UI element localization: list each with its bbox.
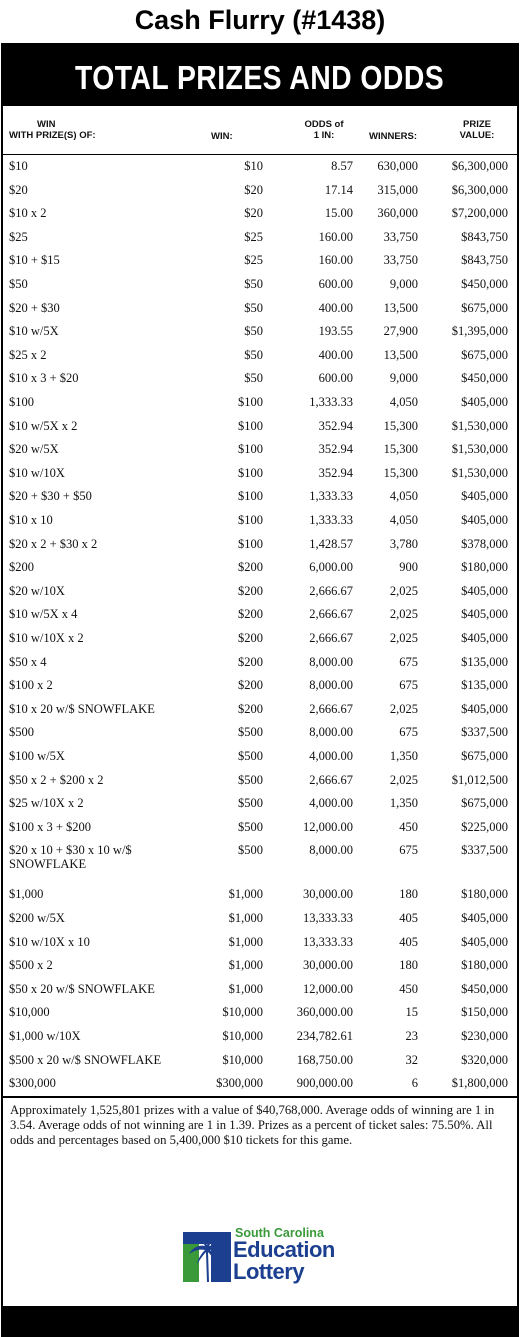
win-cell: $100 <box>238 465 263 480</box>
table-row <box>3 509 517 533</box>
odds-cell: 1,333.33 <box>309 395 353 409</box>
odds-cell: 1,333.33 <box>309 489 353 504</box>
table-row <box>3 1025 517 1049</box>
prize-value-cell: $675,000 <box>461 749 508 763</box>
winners-cell: 2,025 <box>389 772 418 787</box>
header-winners: WINNERS: <box>369 131 418 142</box>
prize-value-cell: $1,530,000 <box>451 442 508 457</box>
winners-cell: 2,025 <box>389 631 418 645</box>
win-cell: $100 <box>238 418 263 433</box>
winners-cell: 405 <box>399 934 418 949</box>
winners-cell: 13,500 <box>383 300 418 315</box>
prize-cell: $20 + $30 <box>9 300 60 315</box>
win-cell: $10,000 <box>222 1005 263 1020</box>
win-cell: $100 <box>238 536 263 551</box>
odds-cell: 400.00 <box>318 300 353 315</box>
win-cell: $50 <box>244 300 263 315</box>
table-banner <box>3 43 517 106</box>
prize-value-cell: $135,000 <box>461 678 508 693</box>
table-row <box>3 391 517 415</box>
table-row <box>3 415 517 439</box>
win-cell: $200 <box>238 560 263 575</box>
prize-value-cell: $180,000 <box>461 958 508 973</box>
win-cell: $50 <box>244 371 263 386</box>
prize-cell: $50 x 4 <box>9 654 47 669</box>
prize-cell: $100 w/5X <box>9 749 65 763</box>
header-odds-line1: ODDS of <box>304 119 344 130</box>
table-row <box>3 179 517 203</box>
odds-cell: 1,333.33 <box>309 513 353 527</box>
win-cell: $500 <box>238 749 263 763</box>
odds-cell: 30,000.00 <box>303 958 353 973</box>
logo-line2: Education <box>233 1237 335 1262</box>
odds-cell: 352.94 <box>318 418 353 433</box>
table-row <box>3 907 517 931</box>
winners-cell: 180 <box>399 887 418 902</box>
odds-cell: 13,333.33 <box>303 911 353 925</box>
table-row <box>3 1001 517 1025</box>
prize-cell: $10 x 3 + $20 <box>9 371 79 386</box>
header-odds <box>289 119 359 141</box>
logo-line3: Lottery <box>233 1259 305 1284</box>
winners-cell: 32 <box>405 1052 418 1067</box>
winners-cell: 4,050 <box>389 395 418 409</box>
prize-cell: $500 <box>9 725 34 740</box>
winners-cell: 630,000 <box>377 159 418 173</box>
odds-cell: 4,000.00 <box>309 749 353 763</box>
winners-cell: 675 <box>399 725 418 740</box>
winners-cell: 405 <box>399 911 418 925</box>
odds-cell: 2,666.67 <box>309 583 353 598</box>
table-row <box>3 533 517 557</box>
odds-cell: 2,666.67 <box>309 607 353 622</box>
prize-cell: $1,000 <box>9 887 44 902</box>
win-cell: $25 <box>244 253 263 268</box>
prize-value-cell: $405,000 <box>461 513 508 527</box>
table-row <box>3 674 517 698</box>
winners-cell: 315,000 <box>377 182 418 197</box>
prize-cell: $10,000 <box>9 1005 50 1020</box>
odds-cell: 13,333.33 <box>303 934 353 949</box>
table-row <box>3 721 517 745</box>
winners-cell: 9,000 <box>389 277 418 291</box>
win-cell: $50 <box>244 277 263 291</box>
prize-value-cell: $450,000 <box>461 371 508 386</box>
winners-cell: 6 <box>411 1076 418 1091</box>
odds-cell: 400.00 <box>318 347 353 362</box>
table-row <box>3 580 517 604</box>
winners-cell: 675 <box>399 654 418 669</box>
win-cell: $200 <box>238 583 263 598</box>
winners-cell: 15,300 <box>383 465 418 480</box>
prize-value-cell: $378,000 <box>461 536 508 551</box>
win-cell: $500 <box>238 772 263 787</box>
win-cell: $200 <box>238 678 263 693</box>
winners-cell: 1,350 <box>389 796 418 811</box>
prize-value-cell: $405,000 <box>461 583 508 598</box>
prize-value-cell: $180,000 <box>461 887 508 902</box>
prize-value-cell: $675,000 <box>461 796 508 811</box>
header-prize <box>9 119 129 141</box>
win-cell: $50 <box>244 347 263 362</box>
winners-cell: 4,050 <box>389 513 418 527</box>
win-cell: $500 <box>238 725 263 740</box>
win-cell: $1,000 <box>228 911 263 925</box>
prize-cell: $100 x 2 <box>9 678 53 693</box>
win-cell: $1,000 <box>228 934 263 949</box>
prize-cell: $500 x 20 w/$ SNOWFLAKE <box>9 1052 162 1067</box>
odds-cell: 30,000.00 <box>303 887 353 902</box>
winners-cell: 15,300 <box>383 418 418 433</box>
banner-text: TOTAL PRIZES AND ODDS <box>75 59 445 96</box>
winners-cell: 3,780 <box>389 536 418 551</box>
prize-cell: $50 x 20 w/$ SNOWFLAKE <box>9 981 155 996</box>
table-row <box>3 320 517 344</box>
prize-cell: $100 x 3 + $200 <box>9 819 92 834</box>
win-cell: $20 <box>244 206 263 221</box>
prize-value-cell: $405,000 <box>461 395 508 409</box>
prize-cell: $10 w/10X x 2 <box>9 631 84 645</box>
win-cell: $10,000 <box>222 1029 263 1043</box>
prize-value-cell: $180,000 <box>461 560 508 575</box>
table-row <box>3 931 517 955</box>
prize-value-cell: $225,000 <box>461 819 508 834</box>
table-row <box>3 839 517 883</box>
prize-cell: $25 <box>9 229 28 244</box>
prize-value-cell: $405,000 <box>461 701 508 716</box>
odds-cell: 352.94 <box>318 442 353 457</box>
table-row <box>3 462 517 486</box>
prize-value-cell: $1,530,000 <box>451 418 508 433</box>
prize-value-cell: $450,000 <box>461 981 508 996</box>
winners-cell: 180 <box>399 958 418 973</box>
win-cell: $10,000 <box>222 1052 263 1067</box>
win-cell: $300,000 <box>216 1076 263 1091</box>
prize-cell: $10 w/5X x 4 <box>9 607 78 622</box>
prize-value-cell: $1,800,000 <box>451 1076 508 1091</box>
odds-cell: 15.00 <box>324 206 353 221</box>
winners-cell: 33,750 <box>383 253 418 268</box>
table-row <box>3 202 517 226</box>
win-cell: $50 <box>244 324 263 339</box>
odds-cell: 8,000.00 <box>309 843 353 858</box>
prize-cell: $100 <box>9 395 34 409</box>
winners-cell: 15 <box>405 1005 418 1020</box>
prize-cell: $1,000 w/10X <box>9 1029 81 1043</box>
table-row <box>3 883 517 907</box>
winners-cell: 900 <box>399 560 418 575</box>
odds-footnote: Approximately 1,525,801 prizes with a value of $40,768,000. Average odds of winning are 1 in 3.54. Average odds of not winning are 1 in 1.39. Prizes as a percent of ticket sales: 75.50%. All odds and percentages based on 5,400,000 $10 tickets for this game. <box>10 1103 495 1147</box>
table-row <box>3 698 517 722</box>
game-title: Cash Flurry (#1438) <box>134 5 386 35</box>
prize-cell: $500 x 2 <box>9 958 53 973</box>
prize-cell: $10 w/5X <box>9 324 59 339</box>
odds-cell: 900,000.00 <box>296 1076 353 1091</box>
win-cell: $20 <box>244 182 263 197</box>
prize-cell: $20 w/10X <box>9 583 65 598</box>
odds-cell: 2,666.67 <box>309 701 353 716</box>
prize-value-cell: $405,000 <box>461 607 508 622</box>
prize-value-cell: $6,300,000 <box>451 159 508 173</box>
prize-value-cell: $450,000 <box>461 277 508 291</box>
table-row <box>3 249 517 273</box>
prize-cell: $300,000 <box>9 1076 56 1091</box>
prize-value-cell: $230,000 <box>461 1029 508 1043</box>
prize-cell: $10 <box>9 159 28 173</box>
prize-cell: $50 x 2 + $200 x 2 <box>9 772 104 787</box>
winners-cell: 450 <box>399 819 418 834</box>
winners-cell: 27,900 <box>383 324 418 339</box>
table-row <box>3 954 517 978</box>
prize-value-cell: $405,000 <box>461 489 508 504</box>
odds-cell: 234,782.61 <box>296 1029 353 1043</box>
winners-cell: 4,050 <box>389 489 418 504</box>
logo-line1: South Carolina <box>235 1226 324 1240</box>
prize-value-cell: $843,750 <box>461 253 508 268</box>
prize-cell: $20 x 2 + $30 x 2 <box>9 536 98 551</box>
sc-education-lottery-logo <box>183 1226 383 1286</box>
prize-cell: $10 w/10X <box>9 465 65 480</box>
prize-cell: $10 w/10X x 10 <box>9 934 90 949</box>
odds-cell: 8,000.00 <box>309 678 353 693</box>
prize-value-cell: $150,000 <box>461 1005 508 1020</box>
prize-value-cell: $405,000 <box>461 934 508 949</box>
prize-value-cell: $675,000 <box>461 347 508 362</box>
odds-cell: 12,000.00 <box>303 819 353 834</box>
winners-cell: 2,025 <box>389 701 418 716</box>
palmetto-logo-icon <box>183 1226 231 1286</box>
prize-cell: $10 x 20 w/$ SNOWFLAKE <box>9 701 155 716</box>
odds-cell: 600.00 <box>318 371 353 386</box>
table-row <box>3 155 517 179</box>
winners-cell: 23 <box>405 1029 418 1043</box>
table-row <box>3 816 517 840</box>
prize-value-cell: $6,300,000 <box>451 182 508 197</box>
table-row <box>3 344 517 368</box>
table-row <box>3 627 517 651</box>
prize-value-cell: $337,500 <box>461 725 508 740</box>
odds-cell: 160.00 <box>318 229 353 244</box>
win-cell: $500 <box>238 819 263 834</box>
prize-value-cell: $135,000 <box>461 654 508 669</box>
winners-cell: 15,300 <box>383 442 418 457</box>
prize-cell: $20 <box>9 182 28 197</box>
odds-cell: 1,428.57 <box>309 536 353 551</box>
table-row <box>3 978 517 1002</box>
prize-cell: $20 x 10 + $30 x 10 w/$ SNOWFLAKE <box>9 843 132 872</box>
prize-cell: $20 + $30 + $50 <box>9 489 92 504</box>
winners-cell: 33,750 <box>383 229 418 244</box>
header-prize-line1: WIN <box>37 119 56 130</box>
table-row <box>3 745 517 769</box>
prize-value-cell: $1,012,500 <box>451 772 508 787</box>
prize-value-cell: $337,500 <box>461 843 508 858</box>
winners-cell: 13,500 <box>383 347 418 362</box>
win-cell: $500 <box>238 796 263 811</box>
odds-cell: 6,000.00 <box>309 560 353 575</box>
odds-cell: 168,750.00 <box>296 1052 353 1067</box>
odds-cell: 193.55 <box>318 324 353 339</box>
table-row <box>3 367 517 391</box>
prize-value-cell: $7,200,000 <box>451 206 508 221</box>
winners-cell: 2,025 <box>389 607 418 622</box>
winners-cell: 675 <box>399 678 418 693</box>
prize-cell: $50 <box>9 277 28 291</box>
odds-cell: 4,000.00 <box>309 796 353 811</box>
header-value-line2: VALUE: <box>459 130 495 141</box>
winners-cell: 675 <box>399 843 418 858</box>
odds-cell: 8.57 <box>331 159 353 173</box>
win-cell: $200 <box>238 654 263 669</box>
prize-cell: $10 x 2 <box>9 206 47 221</box>
prize-cell: $200 <box>9 560 34 575</box>
prize-cell: $10 x 10 <box>9 513 53 527</box>
prize-value-cell: $843,750 <box>461 229 508 244</box>
table-row <box>3 273 517 297</box>
win-cell: $10 <box>244 159 263 173</box>
odds-cell: 360,000.00 <box>296 1005 353 1020</box>
win-cell: $25 <box>244 229 263 244</box>
prize-value-cell: $405,000 <box>461 911 508 925</box>
winners-cell: 360,000 <box>377 206 418 221</box>
header-prize-value <box>447 119 507 141</box>
win-cell: $1,000 <box>228 887 263 902</box>
win-cell: $200 <box>238 701 263 716</box>
prize-cell: $25 w/10X x 2 <box>9 796 84 811</box>
win-cell: $100 <box>238 395 263 409</box>
odds-cell: 8,000.00 <box>309 725 353 740</box>
win-cell: $100 <box>238 513 263 527</box>
table-row <box>3 792 517 816</box>
odds-cell: 160.00 <box>318 253 353 268</box>
table-row <box>3 769 517 793</box>
prize-cell: $25 x 2 <box>9 347 47 362</box>
table-row <box>3 1072 517 1096</box>
table-row <box>3 485 517 509</box>
win-cell: $200 <box>238 607 263 622</box>
prize-value-cell: $320,000 <box>461 1052 508 1067</box>
table-row <box>3 226 517 250</box>
prize-value-cell: $1,530,000 <box>451 465 508 480</box>
odds-cell: 17.14 <box>324 182 353 197</box>
odds-cell: 12,000.00 <box>303 981 353 996</box>
bottom-bar <box>3 1306 517 1337</box>
prize-cell: $20 w/5X <box>9 442 59 457</box>
header-prize-line2: WITH PRIZE(S) OF: <box>9 130 96 141</box>
win-cell: $1,000 <box>228 958 263 973</box>
win-cell: $500 <box>238 843 263 858</box>
winners-cell: 2,025 <box>389 583 418 598</box>
winners-cell: 1,350 <box>389 749 418 763</box>
win-cell: $200 <box>238 631 263 645</box>
header-value-line1: PRIZE <box>463 119 491 130</box>
odds-cell: 600.00 <box>318 277 353 291</box>
winners-cell: 450 <box>399 981 418 996</box>
table-header <box>3 113 517 155</box>
prize-value-cell: $405,000 <box>461 631 508 645</box>
odds-cell: 2,666.67 <box>309 772 353 787</box>
header-win: WIN: <box>211 131 233 142</box>
prize-cell: $10 + $15 <box>9 253 60 268</box>
table-row <box>3 297 517 321</box>
table-bottom-rule <box>3 1096 517 1098</box>
prize-value-cell: $1,395,000 <box>451 324 508 339</box>
table-row <box>3 438 517 462</box>
header-odds-line2: 1 IN: <box>313 130 335 141</box>
odds-cell: 352.94 <box>318 465 353 480</box>
table-row <box>3 651 517 675</box>
prize-cell: $10 w/5X x 2 <box>9 418 78 433</box>
win-cell: $100 <box>238 442 263 457</box>
prize-value-cell: $675,000 <box>461 300 508 315</box>
table-row <box>3 603 517 627</box>
winners-cell: 9,000 <box>389 371 418 386</box>
prize-table-frame <box>1 43 519 1337</box>
table-row <box>3 1049 517 1073</box>
table-row <box>3 556 517 580</box>
win-cell: $100 <box>238 489 263 504</box>
prize-cell: $200 w/5X <box>9 911 65 925</box>
win-cell: $1,000 <box>228 981 263 996</box>
odds-cell: 8,000.00 <box>309 654 353 669</box>
odds-cell: 2,666.67 <box>309 631 353 645</box>
